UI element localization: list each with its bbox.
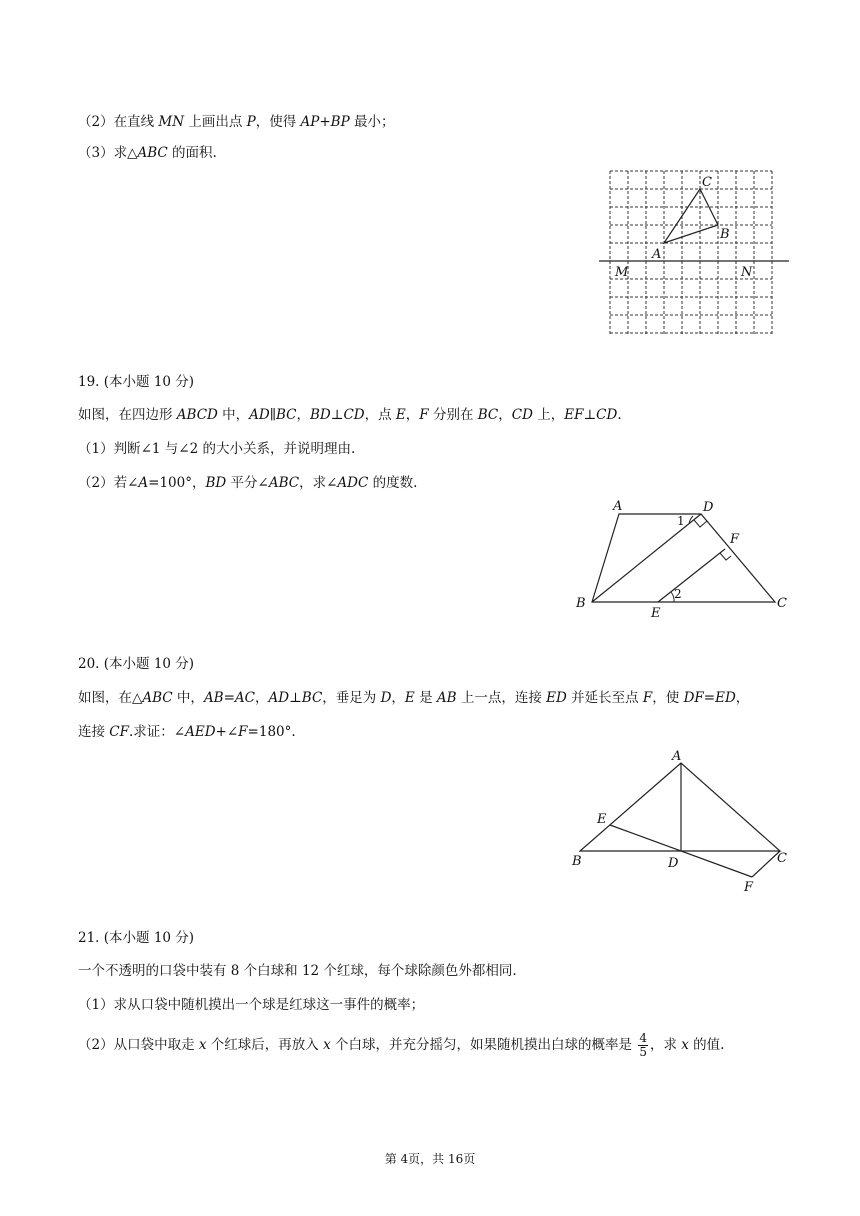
q18-part3: （3）求△ABC 的面积. — [78, 145, 217, 161]
q21-part2: （2）从口袋中取走 x 个红球后，再放入 x 个白球，并充分摇匀，如果随机摸出白球的概率是 $\frac{4}{5}$ ，求 x 的值. — [78, 1031, 725, 1059]
segment-ef — [658, 549, 725, 602]
q20-header: 20. (本小题 10 分) — [78, 656, 195, 672]
label-c: C — [777, 596, 787, 611]
q18-grid-figure — [595, 166, 795, 338]
label-f: F — [744, 880, 754, 895]
segment-bd — [592, 514, 701, 602]
q21-stem: 一个不透明的口袋中装有 8 个白球和 12 个红球，每个球除颜色外都相同. — [78, 963, 517, 979]
label-c: C — [777, 851, 787, 866]
probability-fraction: $\frac{4}{5}$ — [639, 1031, 647, 1059]
q21-header: 21. (本小题 10 分) — [78, 930, 195, 946]
q20-stem-line2: 连接 CF.求证：∠AED+∠F=180°. — [78, 724, 296, 740]
label-m: M — [615, 265, 629, 280]
label-a: A — [652, 247, 662, 262]
label-n: N — [741, 265, 753, 280]
q19-part1: （1）判断∠1 与∠2 的大小关系，并说明理由. — [78, 441, 356, 457]
q19-part2: （2）若∠A=100°，BD 平分∠ABC，求∠ADC 的度数. — [78, 475, 418, 491]
q21-part1: （1）求从口袋中随机摸出一个球是红球这一事件的概率； — [78, 997, 425, 1013]
label-angle-1: 1 — [677, 514, 685, 528]
label-b: B — [576, 596, 586, 611]
q19-stem: 如图，在四边形 ABCD 中，AD∥BC，BD⊥CD，点 E，F 分别在 BC，CD 上，EF⊥CD. — [78, 407, 622, 423]
q19-quadrilateral-figure — [570, 496, 800, 621]
label-angle-2: 2 — [674, 587, 682, 601]
label-b: B — [720, 227, 730, 242]
label-a: A — [613, 499, 623, 514]
label-e: E — [597, 812, 607, 827]
label-c: C — [702, 175, 712, 190]
page-footer: 第 4页，共 16页 — [384, 1152, 476, 1166]
segment-cf — [752, 851, 780, 877]
label-e: E — [651, 606, 661, 621]
right-angle-d — [694, 520, 707, 527]
triangle-abc — [664, 189, 718, 243]
triangle-abc — [580, 763, 780, 851]
q20-triangle-figure — [560, 748, 800, 896]
label-b: B — [572, 854, 582, 869]
q18-part2: （2）在直线 MN 上画出点 P，使得 AP+BP 最小； — [78, 114, 395, 130]
q20-stem-line1: 如图，在△ABC 中，AB=AC，AD⊥BC，垂足为 D，E 是 AB 上一点，连接 ED 并延长至点 F，使 DF=ED， — [78, 690, 750, 706]
label-f: F — [730, 532, 740, 547]
label-d: D — [703, 500, 714, 515]
right-angle-f — [720, 553, 731, 560]
label-a: A — [672, 749, 682, 764]
label-d: D — [668, 856, 679, 871]
q19-header: 19. (本小题 10 分) — [78, 374, 195, 390]
